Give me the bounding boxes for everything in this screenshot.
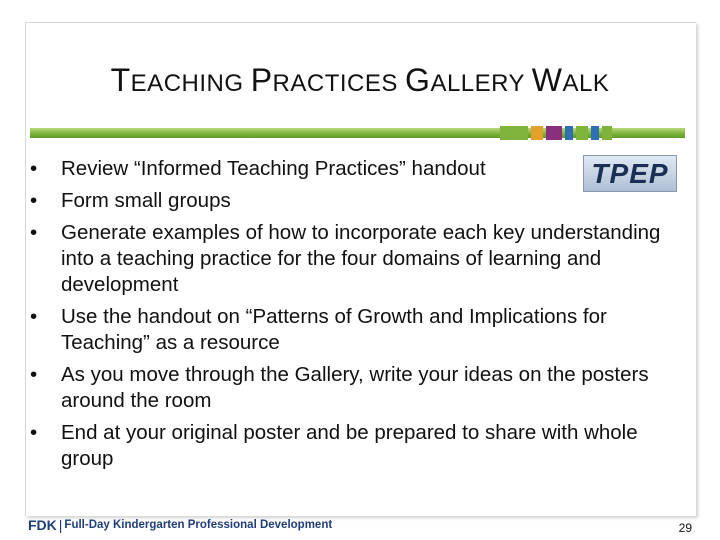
slide-title — [0, 62, 720, 99]
bullet-icon: • — [30, 157, 38, 180]
bullet-icon: • — [30, 221, 38, 244]
color-block — [500, 126, 528, 140]
bullet-icon: • — [30, 305, 38, 328]
bullet-text: As you move through the Gallery, write your ideas on the posters around the room — [61, 363, 649, 412]
color-block — [531, 126, 543, 140]
color-block — [565, 126, 573, 140]
bullet-icon: • — [30, 189, 38, 212]
title-cap-3: G — [405, 62, 431, 98]
footer-brand: FDK — [28, 517, 57, 533]
title-color-blocks — [500, 126, 615, 140]
title-cap-2: P — [250, 62, 273, 98]
list-item — [30, 156, 670, 182]
list-item — [30, 304, 670, 356]
bullet-text: Generate examples of how to incorporate each key understanding into a teaching practice for the four domains of learning and development — [61, 221, 672, 296]
bullet-icon: • — [30, 421, 38, 444]
tpep-logo-text: TPEP — [591, 157, 669, 189]
title-rest-2: RACTICES — [272, 70, 406, 97]
bullet-list — [30, 156, 670, 478]
color-block — [546, 126, 562, 140]
list-item — [30, 362, 670, 414]
color-block — [576, 126, 588, 140]
title-rest-3: ALLERY — [430, 70, 532, 97]
color-block — [591, 126, 599, 140]
list-item — [30, 420, 670, 472]
title-cap-1: T — [110, 62, 131, 98]
bullet-text: Form small groups — [61, 189, 231, 212]
list-item — [30, 220, 670, 298]
footer-logo — [28, 516, 332, 534]
title-rest-4: ALK — [562, 70, 610, 97]
bullet-text: Review “Informed Teaching Practices” handout — [61, 157, 486, 180]
title-cap-4: W — [531, 62, 563, 98]
color-block — [602, 126, 612, 140]
bullet-icon: • — [30, 363, 38, 386]
bullet-text: Use the handout on “Patterns of Growth and Implications for Teaching” as a resource — [61, 305, 607, 354]
footer-separator: | — [58, 517, 63, 533]
list-item — [30, 188, 670, 214]
bullet-text: End at your original poster and be prepared to share with whole group — [61, 421, 638, 470]
title-rest-1: EACHING — [130, 70, 251, 97]
footer-full-name: Full-Day Kindergarten Professional Development — [64, 519, 333, 531]
page-number: 29 — [678, 521, 692, 535]
